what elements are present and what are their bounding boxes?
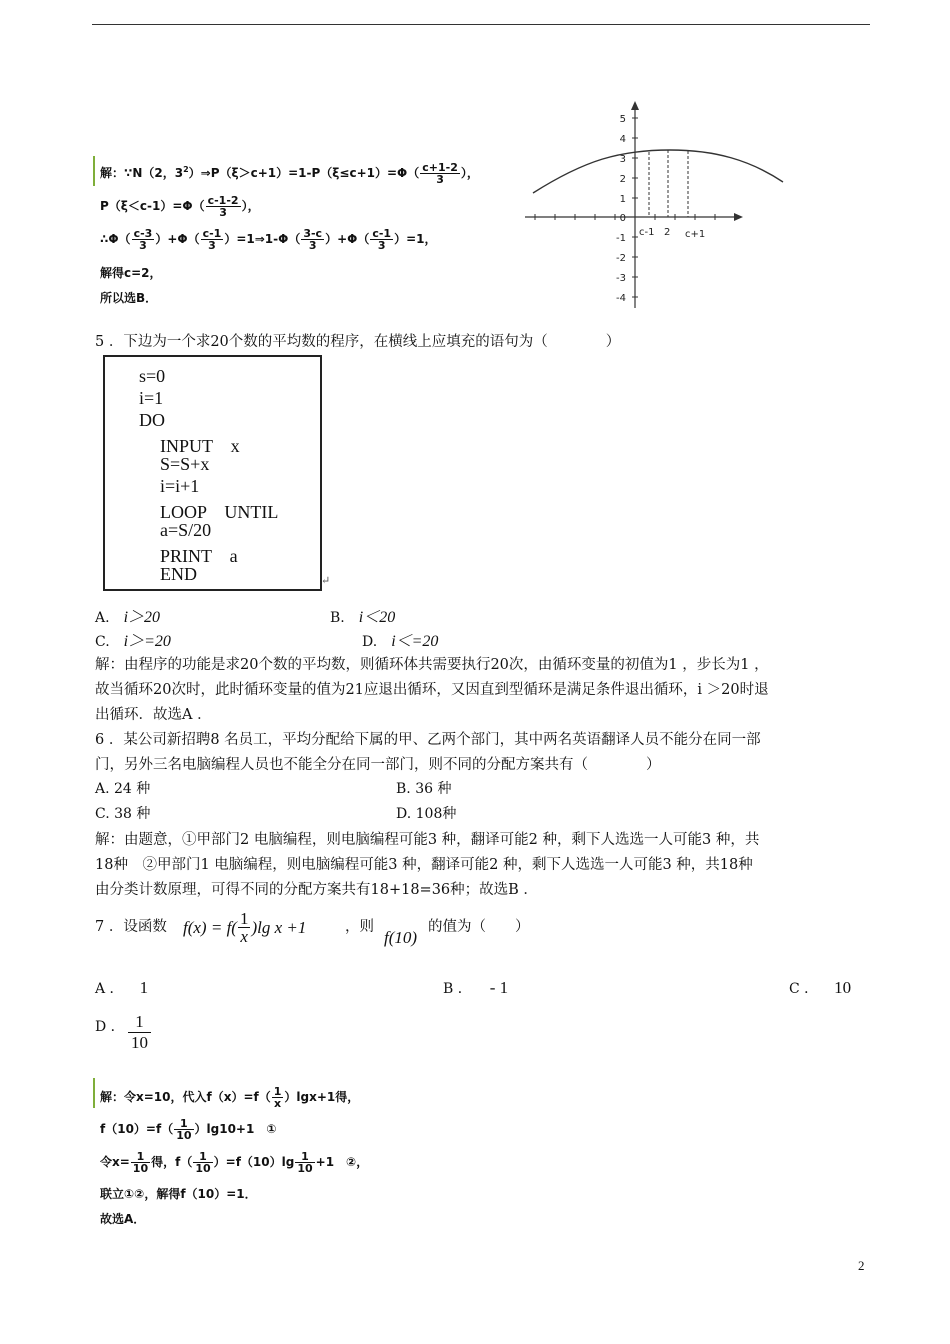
y-tick-label: 1 bbox=[619, 194, 626, 205]
y-tick-label: 0 bbox=[619, 213, 626, 224]
program-line: DO bbox=[139, 410, 165, 430]
x-label-2: 2 bbox=[664, 227, 671, 238]
q7-solution-line3: 令x= $\frac{1}{10}$ 得，f（ $\frac{1}{10}$ ）=f（10）lg $\frac{1}{10}$ +1 ②， bbox=[100, 1150, 369, 1175]
q7-solution-line2: f（10）=f（ $\frac{1}{10}$ ）lg10+1 ① bbox=[100, 1117, 277, 1142]
q6-option-a: A. 24 种 bbox=[95, 781, 151, 797]
program-line: INPUT x bbox=[160, 436, 240, 456]
program-line: i=i+1 bbox=[160, 476, 200, 496]
x-axis-arrow bbox=[734, 213, 743, 221]
q5-solution-line: 故当循环20次时，此时循环变量的值为21应退出循环，又因直到型循环是满足条件退出循环，i ＞20时退 bbox=[95, 682, 769, 698]
q7-option-a: A ． 1 bbox=[95, 978, 149, 997]
x-label-c-minus-1: c-1 bbox=[639, 227, 655, 238]
q6-stem-line: 门，另外三名电脑编程人员也不能全分在同一部门，则不同的分配方案共有（ ） bbox=[95, 757, 661, 773]
q7-f10: f(10) bbox=[384, 928, 418, 947]
q7-stem-label: 7 ．设函数 bbox=[95, 919, 167, 935]
q6-stem-line: 6 ．某公司新招聘8 名员工，平均分配给下属的甲、乙两个部门，其中两名英语翻译人员不能分在同一部 bbox=[95, 732, 761, 748]
program-line: s=0 bbox=[139, 366, 166, 386]
q7-solution-line5: 故选A． bbox=[100, 1212, 146, 1226]
q7-stem-ask: 的值为（ ） bbox=[428, 919, 530, 935]
y-tick-label: 3 bbox=[619, 154, 626, 165]
q7-option-d-fraction: 1 10 bbox=[128, 1012, 151, 1054]
q7-option-c: C ． 10 bbox=[789, 978, 852, 997]
program-line: LOOP UNTIL bbox=[160, 502, 279, 522]
q6-solution-line: 18种 ②甲部门1 电脑编程，则电脑编程可能3 种，翻译可能2 种，剩下人选选一人可能3 种，共18种 bbox=[95, 857, 753, 873]
q5-stem: 5 ．下边为一个求20个数的平均数的程序，在横线上应填充的语句为（ ） bbox=[95, 334, 621, 350]
q6-solution-line: 由分类计数原理，可得不同的分配方案共有18+18=36种；故选B ． bbox=[95, 882, 538, 898]
q5-solution-line: 解：由程序的功能是求20个数的平均数，则循环体共需要执行20次，由循环变量的初值为1 ，步长为1 ， bbox=[95, 657, 769, 673]
q7-option-b: B ． - 1 bbox=[443, 978, 509, 997]
y-tick-label: -4 bbox=[616, 293, 626, 304]
solution-marker bbox=[93, 156, 95, 186]
q4-solution-line4: 解得c=2， bbox=[100, 266, 162, 280]
y-tick-label: 2 bbox=[619, 174, 626, 185]
q5-option-c: C. i＞=20 bbox=[95, 633, 171, 650]
q6-solution-line: 解：由题意，①甲部门2 电脑编程，则电脑编程可能3 种，翻译可能2 种，剩下人选选一人可能3 种，共 bbox=[95, 832, 760, 848]
q6-option-d: D. 108种 bbox=[396, 806, 457, 822]
bell-curve bbox=[533, 150, 783, 193]
q6-option-c: C. 38 种 bbox=[95, 806, 151, 822]
q6-option-b: B. 36 种 bbox=[396, 781, 452, 797]
solution-marker bbox=[93, 1078, 95, 1108]
program-line: a=S/20 bbox=[160, 520, 212, 540]
q4-solution-line3: ∴Φ（ $\frac{c-3}{3}$ ）+Φ（ $\frac{c-1}{3}$ ）=1⇒1-Φ（ $\frac{3-c}{3}$ ）+Φ（ $\frac{c-1}{3}$ ）=1， bbox=[100, 227, 437, 252]
normal-curve-graph bbox=[525, 100, 790, 315]
y-tick-label: -3 bbox=[616, 273, 626, 284]
y-tick-label: 5 bbox=[619, 114, 626, 125]
q7-function-formula: f(x) = f( $\frac{1}{x}$ )lg x +1 bbox=[183, 909, 307, 946]
return-mark-icon: ↵ bbox=[321, 574, 331, 587]
program-line: i=1 bbox=[139, 388, 164, 408]
x-label-c-plus-1: c+1 bbox=[685, 229, 706, 240]
q7-solution-line4: 联立①②，解得f（10）=1． bbox=[100, 1187, 257, 1201]
page-number: 2 bbox=[858, 1258, 865, 1273]
q5-solution-line: 出循环．故选A ． bbox=[95, 707, 212, 723]
y-axis-arrow bbox=[631, 101, 639, 110]
q4-solution-line5: 所以选B． bbox=[100, 291, 158, 305]
top-rule bbox=[92, 24, 870, 25]
y-tick-label: 4 bbox=[619, 134, 626, 145]
q7-option-d: D ． bbox=[95, 1019, 125, 1035]
q4-solution-line1: 解：∵N（2，$3^2)\Rightarrow P(\xi>c+1)=1-P(\xi\le c+1)=\Phi$（ $\frac{c+1-2}{3}$ ）， bbox=[100, 161, 479, 186]
q5-option-a: A. i＞20 bbox=[95, 609, 161, 626]
y-tick-label: -2 bbox=[616, 253, 626, 264]
q7-stem-then: ，则 bbox=[345, 919, 374, 935]
program-line: END bbox=[160, 564, 197, 584]
y-tick-label: -1 bbox=[616, 233, 626, 244]
q5-option-b: B. i＜20 bbox=[330, 609, 396, 626]
q5-option-d: D. i＜=20 bbox=[362, 633, 439, 650]
program-line: S=S+x bbox=[160, 454, 210, 474]
q4-solution-line2: P（ξ＜c-1）=Φ（ $\frac{c-1-2}{3}$ ）， bbox=[100, 194, 260, 219]
q7-solution-line1: 解：令x=10，代入f（x）=f（ $\frac{1}{x}$ ）lgx+1得， bbox=[100, 1085, 360, 1110]
program-line: PRINT a bbox=[160, 546, 238, 566]
